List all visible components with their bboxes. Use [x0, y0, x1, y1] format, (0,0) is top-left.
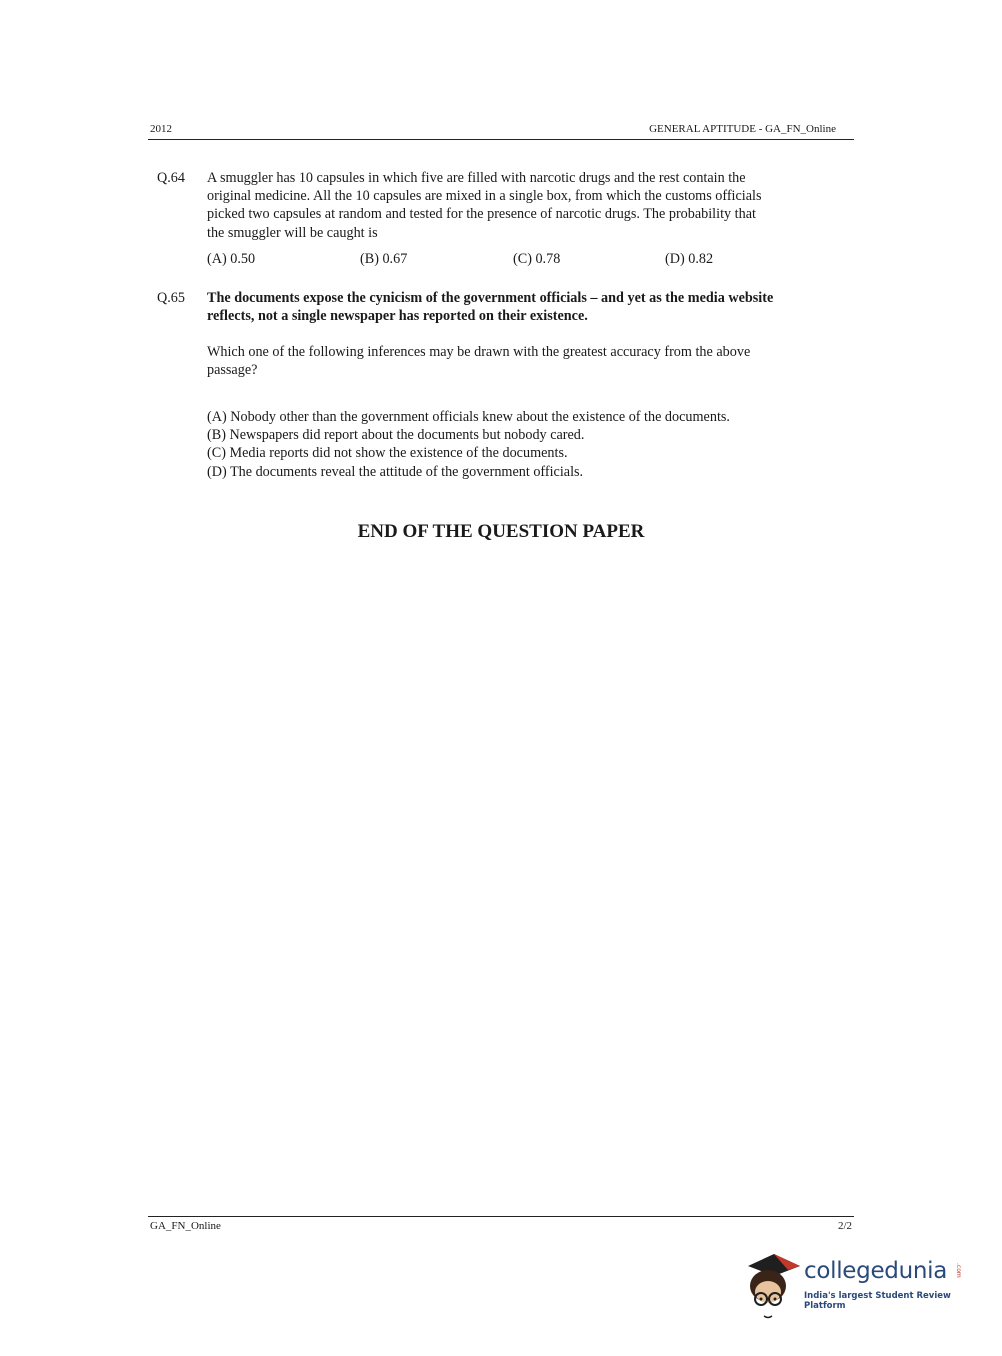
end-of-paper-heading: END OF THE QUESTION PAPER	[357, 521, 645, 542]
question-passage	[207, 289, 847, 325]
question-line: original medicine. All the 10 capsules are mixed in a single box, from which the customs officials	[207, 188, 762, 205]
header-year: 2012	[150, 123, 172, 135]
brand-tagline: India's largest Student Review Platform	[804, 1291, 951, 1311]
question-text	[207, 169, 847, 242]
prompt-line: passage?	[207, 362, 258, 379]
page-number: 2/2	[837, 1220, 852, 1232]
options-list	[207, 408, 847, 481]
option-b: (B) 0.67	[360, 251, 408, 267]
option-b: (B) Newspapers did report about the documents but nobody cared.	[207, 427, 585, 444]
option-d: (D) The documents reveal the attitude of the government officials.	[207, 463, 584, 480]
brand-logo	[744, 1250, 974, 1320]
question-64-options	[207, 251, 767, 271]
header-subject: GENERAL APTITUDE - GA_FN_Online	[649, 123, 836, 135]
question-line: the smuggler will be caught is	[207, 224, 378, 241]
option-c: (C) 0.78	[513, 251, 561, 267]
footer-code: GA_FN_Online	[150, 1220, 221, 1232]
question-line: A smuggler has 10 capsules in which five are filled with narcotic drugs and the rest contain the	[207, 170, 746, 186]
page-header	[148, 123, 854, 140]
page-footer	[148, 1216, 854, 1233]
option-a: (A) 0.50	[207, 251, 256, 267]
option-a: (A) Nobody other than the government officials knew about the existence of the documents.	[207, 409, 730, 425]
passage-line: reflects, not a single newspaper has reported on their existence.	[207, 308, 588, 325]
question-line: picked two capsules at random and tested for the presence of narcotic drugs. The probability that	[207, 206, 756, 223]
passage-line: The documents expose the cynicism of the government officials – and yet as the media website	[207, 290, 774, 306]
option-d: (D) 0.82	[665, 251, 714, 267]
question-number: Q.64	[157, 170, 185, 186]
brand-name: collegedunia	[804, 1258, 948, 1284]
question-prompt	[207, 343, 847, 379]
brand-dotcom: .com	[955, 1263, 962, 1278]
student-mascot-icon	[744, 1250, 804, 1320]
option-c: (C) Media reports did not show the existence of the documents.	[207, 445, 568, 462]
question-number: Q.65	[157, 290, 185, 306]
prompt-line: Which one of the following inferences may be drawn with the greatest accuracy from the above	[207, 344, 751, 360]
